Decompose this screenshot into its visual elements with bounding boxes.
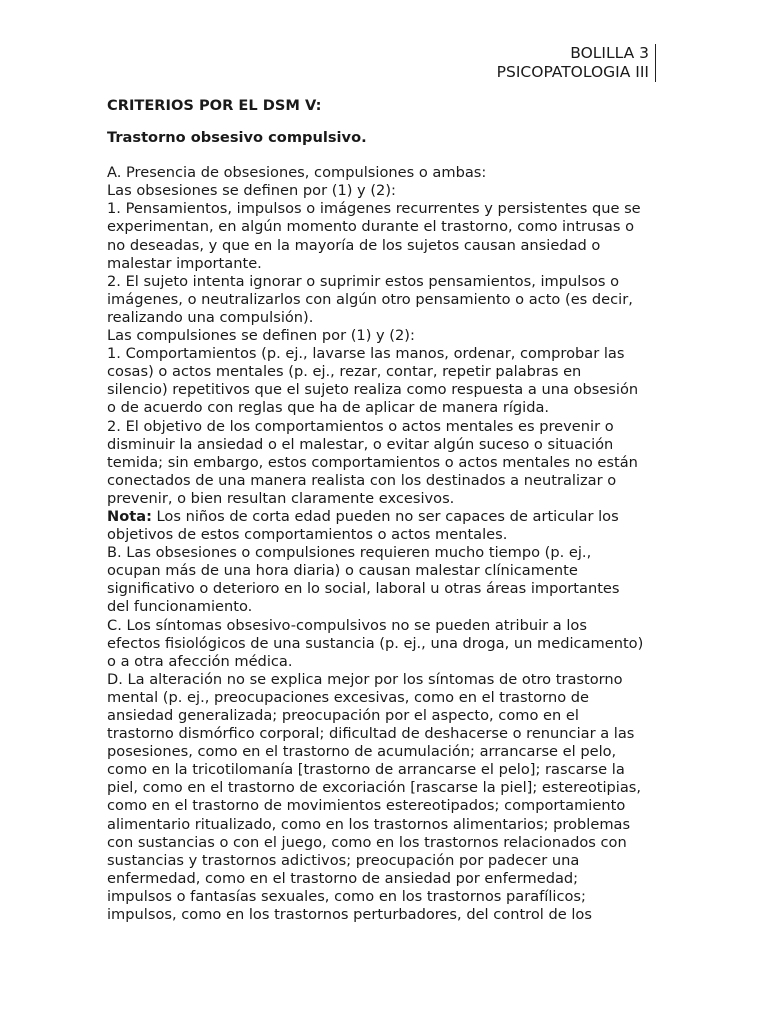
nota-text: Los niños de corta edad pueden no ser capaces de articular los — [151, 507, 619, 525]
header-line-1: BOLILLA 3 — [570, 44, 649, 62]
text-line: posesiones, como en el trastorno de acumulación; arrancarse el pelo, — [107, 743, 617, 761]
text-line: con sustancias o con el juego, como en los trastornos relacionados con — [107, 833, 627, 851]
text-line: o de acuerdo con reglas que ha de aplicar de manera rígida. — [107, 399, 550, 417]
text-line: trastorno dismórfico corporal; dificultad de deshacerse o renunciar a las — [107, 725, 635, 743]
text-line: impulsos, como en los trastornos perturbadores, del control de los — [107, 906, 592, 924]
text-line: 2. El objetivo de los comportamientos o actos mentales es prevenir o — [107, 417, 614, 435]
text-line: temida; sin embargo, estos comportamientos o actos mentales no están — [107, 453, 638, 471]
header-line-2: PSICOPATOLOGIA III — [496, 63, 649, 81]
text-line: como en el trastorno de movimientos estereotipados; comportamiento — [107, 797, 626, 815]
text-line: realizando una compulsión). — [107, 308, 314, 326]
text-line: piel, como en el trastorno de excoriación [rascarse la piel]; estereotipias, — [107, 779, 642, 797]
text-line: conectados de una manera realista con los destinados a neutralizar o — [107, 471, 617, 489]
text-line: como en la tricotilomanía [trastorno de arrancarse el pelo]; rascarse la — [107, 761, 625, 779]
text-line: B. Las obsesiones o compulsiones requieren mucho tiempo (p. ej., — [107, 544, 592, 562]
text-line: sustancias y trastornos adictivos; preocupación por padecer una — [107, 851, 580, 869]
text-line: alimentario ritualizado, como en los trastornos alimentarios; problemas — [107, 815, 631, 833]
text-line: imágenes, o neutralizarlos con algún otro pensamiento o acto (es decir, — [107, 290, 633, 308]
text-line: del funcionamiento. — [107, 598, 253, 616]
text-line: A. Presencia de obsesiones, compulsiones o ambas: — [107, 164, 487, 182]
text-line: cosas) o actos mentales (p. ej., rezar, contar, repetir palabras en — [107, 363, 582, 381]
text-line: silencio) repetitivos que el sujeto realiza como respuesta a una obsesión — [107, 381, 639, 399]
text-line: impulsos o fantasías sexuales, como en los trastornos parafílicos; — [107, 887, 586, 905]
text-line: 2. El sujeto intenta ignorar o suprimir estos pensamientos, impulsos o — [107, 272, 620, 290]
text-line: ocupan más de una hora diaria) o causan malestar clínicamente — [107, 562, 578, 580]
text-line: objetivos de estos comportamientos o actos mentales. — [107, 526, 508, 544]
text-line: malestar importante. — [107, 254, 262, 272]
document-title: CRITERIOS POR EL DSM V: — [107, 97, 322, 114]
text-line: efectos fisiológicos de una sustancia (p. ej., una droga, un medicamento) — [107, 634, 644, 652]
nota-line — [107, 508, 667, 526]
text-line: Las compulsiones se definen por (1) y (2): — [107, 327, 415, 345]
text-line: 1. Pensamientos, impulsos o imágenes recurrentes y persistentes que se — [107, 200, 641, 218]
text-line: no deseadas, y que en la mayoría de los sujetos causan ansiedad o — [107, 236, 601, 254]
nota-label: Nota: — [107, 507, 152, 525]
document-subtitle: Trastorno obsesivo compulsivo. — [107, 129, 367, 147]
text-line: experimentan, en algún momento durante el trastorno, como intrusas o — [107, 218, 634, 236]
text-line: ansiedad generalizada; preocupación por el aspecto, como en el — [107, 707, 579, 724]
text-line: o a otra afección médica. — [107, 652, 293, 670]
text-line: D. La alteración no se explica mejor por los síntomas de otro trastorno — [107, 670, 623, 688]
text-line: prevenir, o bien resultan claramente excesivos. — [107, 489, 455, 507]
text-line: disminuir la ansiedad o el malestar, o evitar algún suceso o situación — [107, 435, 614, 453]
page-header — [497, 44, 656, 82]
text-line: 1. Comportamientos (p. ej., lavarse las manos, ordenar, comprobar las — [107, 345, 625, 363]
text-line: C. Los síntomas obsesivo-compulsivos no se pueden atribuir a los — [107, 616, 587, 634]
text-line: enfermedad, como en el trastorno de ansiedad por enfermedad; — [107, 869, 579, 887]
text-line: mental (p. ej., preocupaciones excesivas, como en el trastorno de — [107, 688, 590, 706]
document-body — [107, 97, 667, 924]
text-line: Las obsesiones se definen por (1) y (2): — [107, 182, 396, 200]
text-line: significativo o deterioro en lo social, laboral u otras áreas importantes — [107, 580, 620, 598]
